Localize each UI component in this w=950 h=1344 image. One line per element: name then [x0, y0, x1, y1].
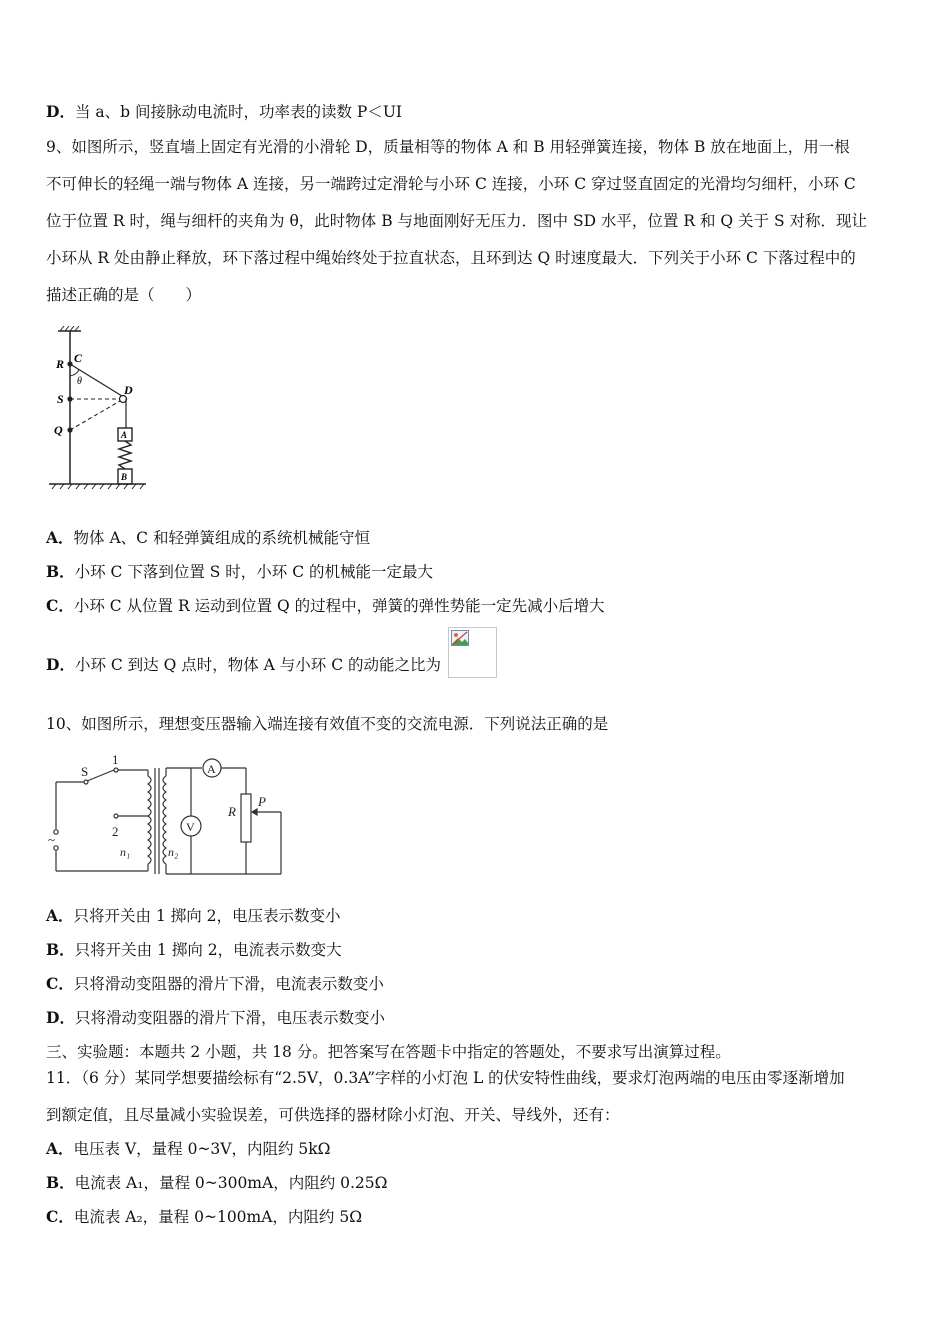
option-text: 只将滑动变阻器的滑片下滑，电压表示数变小: [74, 1009, 385, 1027]
label-ammeter: A: [207, 762, 216, 776]
option-letter: C．: [46, 974, 74, 993]
option-letter: D．: [46, 655, 75, 674]
option-text: 物体 A、C 和轻弹簧组成的系统机械能守恒: [73, 529, 370, 547]
q9-stem-line-2: 不可伸长的轻绳一端与物体 A 连接，另一端跨过定滑轮与小环 C 连接，小环 C 穿过竖直固定的光滑均匀细杆，小环 C: [46, 175, 856, 193]
label-1: 1: [112, 754, 119, 767]
label-s: S: [81, 764, 89, 779]
q9-stem-line-4: 小环从 R 处由静止释放，环下落过程中绳始终处于拉直状态，且环到达 Q 时速度最大．下列关于小环 C 下落过程中的: [46, 249, 856, 267]
q9-stem-line-1: 9、如图所示，竖直墙上固定有光滑的小滑轮 D，质量相等的物体 A 和 B 用轻弹簧连接，物体 B 放在地面上，用一根: [46, 138, 850, 156]
option-letter: D．: [46, 1008, 75, 1027]
broken-image-icon: [448, 627, 497, 678]
q11-option-c: [46, 1207, 910, 1227]
option-text: 电流表 A₂，量程 0~100mA，内阻约 5Ω: [73, 1208, 363, 1226]
label-2: 2: [112, 824, 119, 839]
option-text: 小环 C 从位置 R 运动到位置 Q 的过程中，弹簧的弹性势能一定先减小后增大: [73, 597, 605, 615]
label-q: Q: [54, 423, 63, 437]
q9-pulley-spring-figure: [46, 326, 156, 491]
q11-stem-line-1: 11．（6 分）某同学想要描绘标有“2.5V，0.3A”字样的小灯泡 L 的伏安特性曲线，要求灯泡两端的电压由零逐渐增加: [46, 1069, 845, 1087]
option-text: 小环 C 下落到位置 S 时，小环 C 的机械能一定最大: [74, 563, 434, 581]
option-text: 只将开关由 1 掷向 2，电压表示数变小: [73, 907, 341, 925]
q8-option-d: [46, 102, 910, 122]
option-letter: B．: [46, 562, 75, 581]
q10-stem: 10、如图所示，理想变压器输入端连接有效值不变的交流电源．下列说法正确的是: [46, 715, 609, 733]
q11-option-a: [46, 1139, 910, 1159]
section-3-heading: 三、实验题：本题共 2 小题，共 18 分。把答案写在答题卡中指定的答题处，不要求写出演算过程。: [46, 1043, 731, 1061]
option-text: 只将开关由 1 掷向 2，电流表示数变大: [74, 941, 342, 959]
label-c: C: [74, 351, 83, 365]
q11-option-b: [46, 1173, 910, 1193]
option-text: 只将滑动变阻器的滑片下滑，电流表示数变小: [73, 975, 384, 993]
option-letter: A．: [46, 528, 74, 547]
label-d: D: [124, 383, 133, 397]
option-text: 电流表 A₁，量程 0~300mA，内阻约 0.25Ω: [74, 1174, 388, 1192]
option-text: 当 a、b 间接脉动电流时，功率表的读数 P＜UI: [74, 103, 403, 121]
label-ac: ~: [48, 832, 56, 847]
q10-option-b: [46, 940, 910, 960]
label-voltmeter: V: [186, 820, 195, 834]
q11-stem-line-2: 到额定值，且尽量减小实验误差，可供选择的器材除小灯泡、开关、导线外，还有：: [46, 1106, 620, 1124]
label-p: P: [258, 794, 266, 809]
option-letter: C．: [46, 596, 74, 615]
option-letter: C．: [46, 1207, 74, 1226]
label-s: S: [57, 392, 64, 406]
option-text: 小环 C 到达 Q 点时，物体 A 与小环 C 的动能之比为: [74, 656, 441, 674]
option-letter: B．: [46, 1173, 75, 1192]
q9-stem-line-5: 描述正确的是（ ）: [46, 286, 202, 304]
q9-option-b: [46, 562, 910, 582]
option-letter: B．: [46, 940, 75, 959]
label-a: A: [121, 430, 128, 440]
q9-stem-line-3: 位于位置 R 时，绳与细杆的夹角为 θ，此时物体 B 与地面刚好无压力．图中 SD 水平，位置 R 和 Q 关于 S 对称．现让: [46, 212, 867, 230]
label-r: R: [56, 357, 65, 371]
q10-option-a: [46, 906, 910, 926]
label-n2: n₂: [168, 845, 179, 859]
option-letter: D．: [46, 102, 75, 121]
label-r: R: [228, 804, 236, 819]
q10-option-c: [46, 974, 910, 994]
q9-option-a: [46, 528, 910, 548]
label-b: B: [121, 472, 128, 482]
option-letter: A．: [46, 906, 74, 925]
q10-transformer-circuit: [46, 754, 292, 878]
label-theta: θ: [77, 376, 82, 387]
option-text: 电压表 V，量程 0~3V，内阻约 5kΩ: [73, 1140, 331, 1158]
q9-option-c: [46, 596, 910, 616]
label-n1: n₁: [120, 845, 131, 859]
option-letter: A．: [46, 1139, 74, 1158]
q10-option-d: [46, 1008, 910, 1028]
image-placeholder-icon: [451, 630, 469, 646]
